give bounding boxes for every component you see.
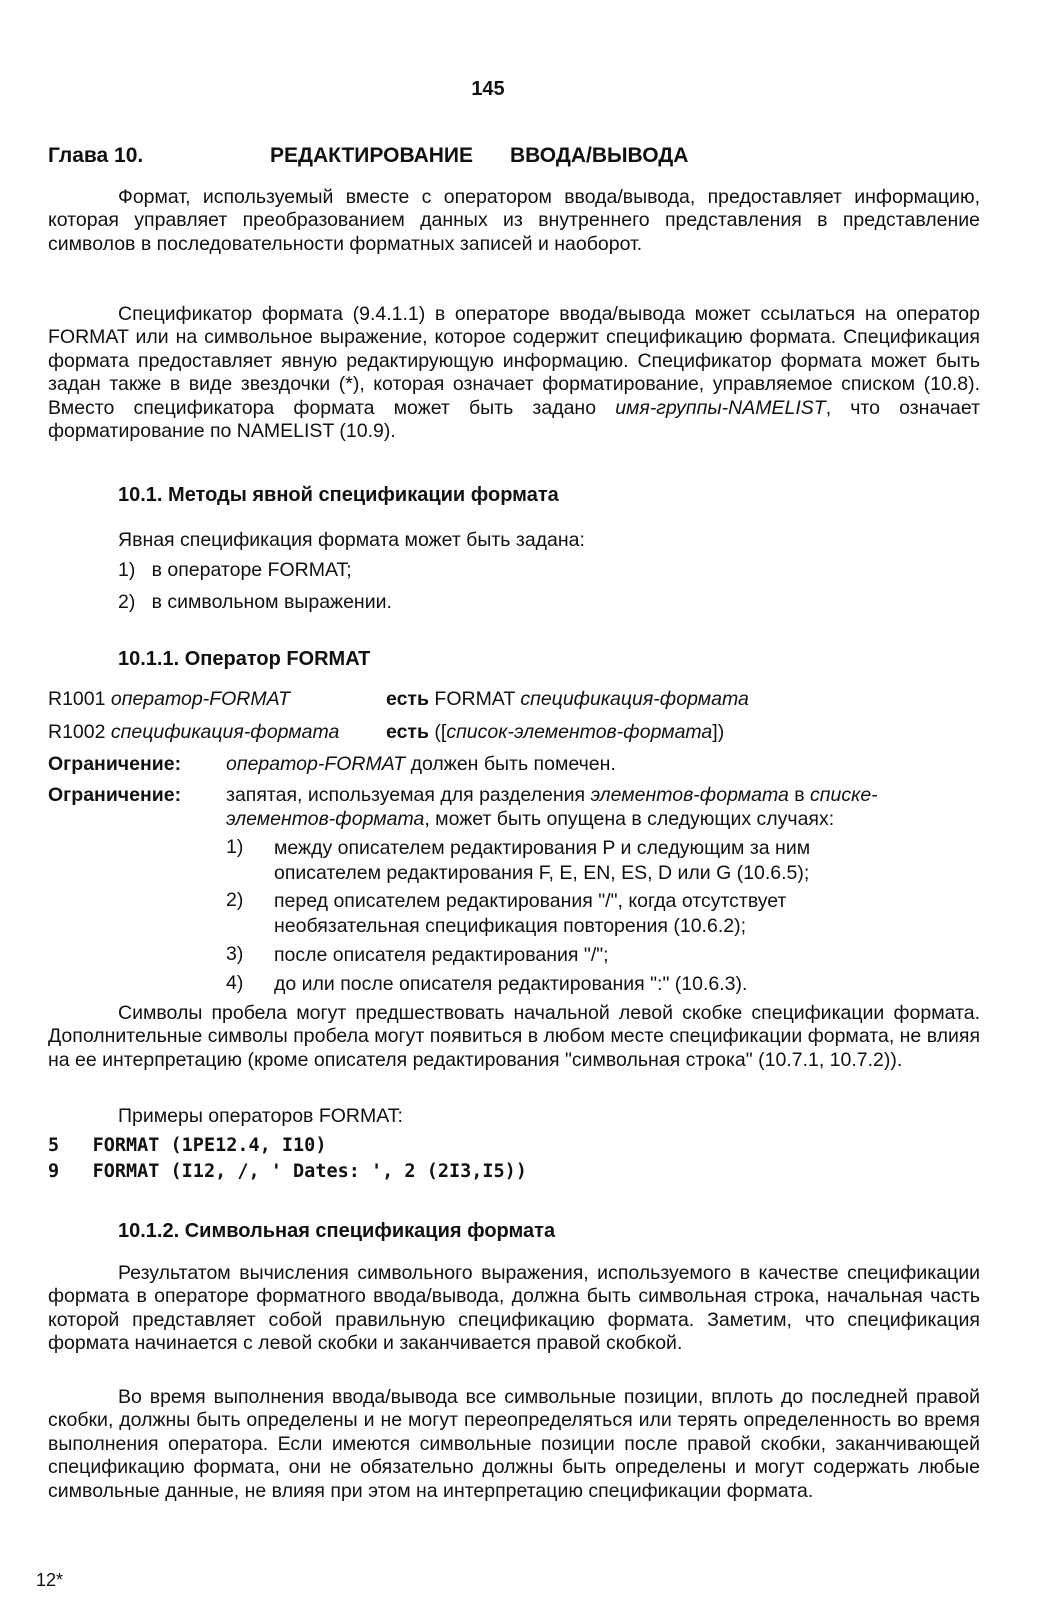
- intro-p2-text: Спецификатор формата (9.4.1.1) в операторе ввода/вывода может ссылаться на оператор FORMAT или на символьное выражение, которое содержит спецификацию формата. Спецификация формата предоставляет явную редактирующую информацию. Спецификатор формата может быть задан также в виде звездочки (*), которая означает форматирование, управляемое списком (10.8). Вместо спецификатора формата может быть задано: [48, 303, 980, 419]
- example-code: FORMAT (1PE12.4, I10): [92, 1135, 327, 1156]
- constraint-2-text: запятая, используемая для разделения: [226, 784, 591, 806]
- page-number: 145: [471, 78, 505, 100]
- rule-id: R1001: [48, 688, 106, 710]
- chapter-title-part2: ВВОДА/ВЫВОДА: [510, 144, 689, 167]
- list-item-text: в символьном выражении.: [151, 591, 392, 613]
- rule-rhs-italic: список-элементов-формата: [446, 721, 713, 743]
- section-10-1-1-heading: 10.1.1. Оператор FORMAT: [118, 648, 371, 670]
- constraint-2-text-c: , может быть опущена в следующих случаях:: [424, 808, 835, 830]
- rule-lhs: спецификация-формата: [110, 721, 340, 743]
- example-label: 5: [48, 1135, 60, 1156]
- constraint-1-term: оператор-FORMAT: [226, 753, 406, 775]
- example-line: [48, 1160, 527, 1184]
- constraint-2-text-b: в: [788, 784, 811, 806]
- case-text: после описателя редактирования "/";: [274, 944, 609, 966]
- examples-lead: Примеры операторов FORMAT:: [118, 1105, 403, 1127]
- constraint-label: Ограничение:: [48, 753, 182, 775]
- rule-lhs: оператор-FORMAT: [110, 688, 291, 710]
- constraint-1: [226, 752, 616, 776]
- list-item-text: в операторе FORMAT;: [151, 559, 352, 581]
- namelist-term: имя-группы-NAMELIST: [615, 396, 826, 419]
- rule-r1002: [48, 720, 339, 744]
- case-number: 3): [226, 943, 244, 965]
- case-text: до или после описателя редактирования ":" (10.6.3).: [274, 973, 748, 995]
- intro-p2-tail: , что означает форматирование по NAMELIST (10.9).: [48, 396, 981, 443]
- rule-r1001-rhs: [386, 687, 749, 711]
- rule-id: R1002: [48, 721, 106, 743]
- rule-is: есть: [386, 721, 429, 743]
- rule-rhs-plain: ([: [434, 721, 447, 743]
- intro-paragraph-2: [48, 303, 980, 443]
- section-10-1-lead: Явная спецификация формата может быть задана:: [118, 529, 585, 551]
- case-text: между описателем редактирования P и следующим за ним описателем редактирования F, E, EN, ES, D или G (10.6.5);: [274, 837, 811, 884]
- constraint-2: [226, 783, 966, 831]
- s1012-paragraph-2: Во время выполнения ввода/вывода все символьные позиции, вплоть до последней правой скобки, должны быть определены и не могут переопределяться или терять определенность во время выполнения оператора. Если имеются символьные позиции после правой скобки, заканчивающей спецификацию формата, они не обязательно должны быть определены и могут содержать любые символьные данные, не влияя при этом на интерпретацию спецификации формата.: [48, 1386, 980, 1502]
- constraint-1-text: должен быть помечен.: [405, 753, 616, 775]
- chapter-label: Глава 10.: [48, 144, 144, 167]
- example-code: FORMAT (I12, /, ' Dates: ', 2 (2I3,I5)): [92, 1161, 527, 1182]
- rule-is: есть: [386, 688, 429, 710]
- case-text: перед описателем редактирования "/", когда отсутствует необязательная спецификация повторения (10.6.2);: [274, 890, 787, 937]
- rule-r1002-rhs: [386, 720, 724, 744]
- blanks-paragraph: Символы пробела могут предшествовать начальной левой скобке спецификации формата. Дополнительные символы пробела могут появиться в любом месте спецификации формата, не влияя на ее интерпретацию (кроме описателя редактирования "символьная строка" (10.7.1, 10.7.2)).: [48, 1002, 980, 1071]
- footer-sheet-mark: 12*: [36, 1570, 64, 1590]
- rule-rhs-italic: спецификация-формата: [520, 688, 749, 710]
- section-10-1-heading: 10.1. Методы явной спецификации формата: [118, 484, 559, 506]
- case-number: 4): [226, 972, 244, 994]
- list-item-number: 1): [118, 559, 136, 581]
- example-label: 9: [48, 1161, 60, 1182]
- s1012-paragraph-1: Результатом вычисления символьного выражения, используемого в качестве спецификации формата в операторе форматного ввода/вывода, должна быть символьная строка, начальная часть которой представляет собой правильную спецификацию формата. Заметим, что спецификация формата начинается с левой скобки и заканчивается правой скобкой.: [48, 1262, 980, 1355]
- case-number: 1): [226, 836, 244, 858]
- rule-rhs-plain: FORMAT: [434, 688, 521, 710]
- document-page: [36, 0, 1023, 1600]
- intro-paragraph-1: Формат, используемый вместе с оператором ввода/вывода, предоставляет информацию, которая управляет преобразованием данных из внутреннего представления в представление символов в последовательности форматных записей и наоборот.: [48, 186, 980, 255]
- rule-r1001: [48, 687, 290, 711]
- chapter-title-part1: РЕДАКТИРОВАНИЕ: [270, 144, 474, 167]
- case-number: 2): [226, 889, 244, 911]
- constraint-label: Ограничение:: [48, 784, 182, 806]
- rule-rhs-tail: ]): [712, 721, 725, 743]
- list-item-number: 2): [118, 591, 136, 613]
- section-10-1-2-heading: 10.1.2. Символьная спецификация формата: [118, 1220, 556, 1242]
- example-line: [48, 1134, 326, 1158]
- list-item: [118, 590, 392, 614]
- list-item: [118, 558, 352, 582]
- constraint-2-term: элементов-формата: [590, 784, 789, 806]
- constraint-2-term-2: списке-элементов-формата: [226, 784, 878, 830]
